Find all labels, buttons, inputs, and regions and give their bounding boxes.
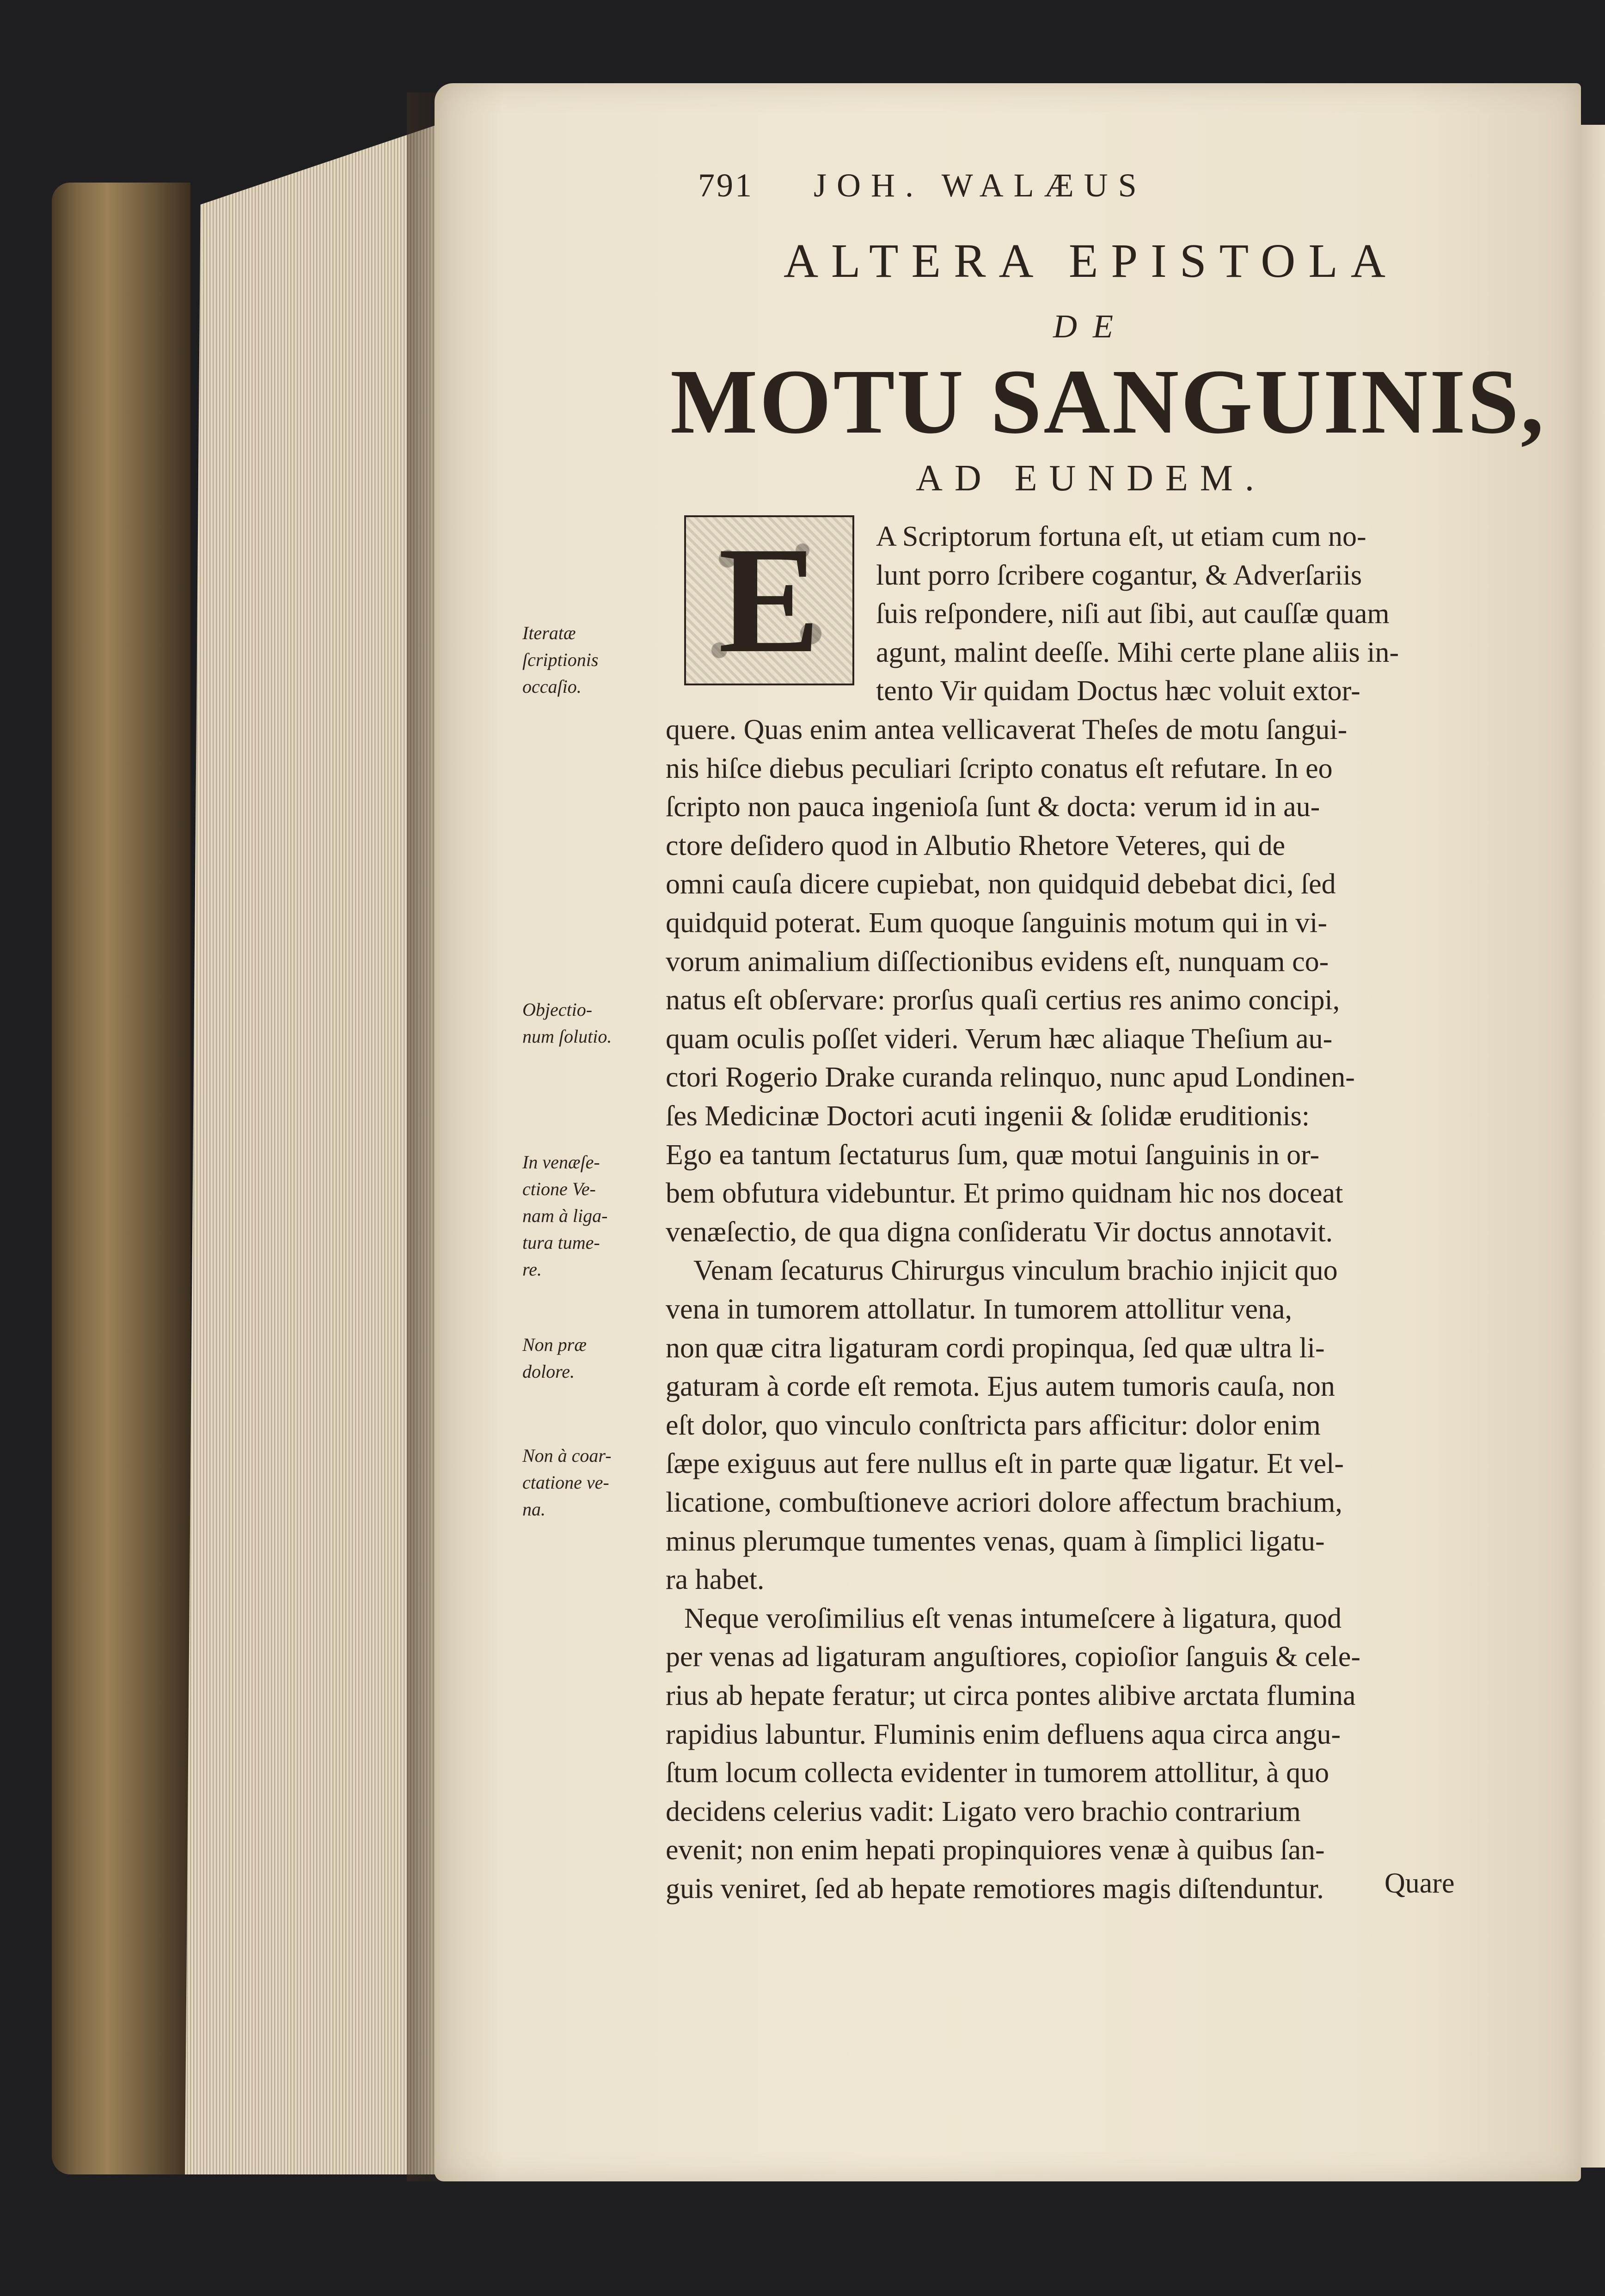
body-line: bem obfutura videbuntur. Et primo quidnam hic nos doceat	[666, 1178, 1343, 1209]
margin-note-line: Iteratæ	[522, 623, 576, 643]
margin-note-line: nam à liga-	[522, 1205, 608, 1226]
body-line: ctore deſidero quod in Albutio Rhetore Veteres, qui de	[666, 830, 1286, 861]
running-head	[698, 166, 1345, 205]
margin-note-line: Non præ	[522, 1334, 587, 1355]
title-line-2: DE	[1053, 308, 1129, 345]
margin-note-line: ſcriptionis	[522, 649, 599, 670]
body-line: quidquid poterat. Eum quoque ſanguinis motum qui in vi-	[666, 907, 1328, 939]
initial-letter: E	[718, 516, 821, 684]
body-line: omni cauſa dicere cupiebat, non quidquid debebat dici, ſed	[666, 868, 1336, 900]
margin-note-line: tura tume-	[522, 1232, 600, 1253]
body-line: natus eſt obſervare: prorſus quaſi certius res animo concipi,	[666, 984, 1340, 1016]
body-line: vena in tumorem attollatur. In tumorem attollitur vena,	[666, 1294, 1293, 1325]
body-line: decidens celerius vadit: Ligato vero brachio contrarium	[666, 1796, 1301, 1827]
body-line: Venam ſecaturus Chirurgus vinculum brachio injicit quo	[693, 1255, 1338, 1286]
body-line: Neque veroſimilius eſt venas intumeſcere à ligatura, quod	[684, 1603, 1342, 1634]
body-line: ſtum locum collecta evidenter in tumorem attollitur, à quo	[666, 1757, 1329, 1789]
margin-note-line: num ſolutio.	[522, 1026, 612, 1047]
margin-note-line: Non à coar-	[522, 1445, 612, 1466]
body-line: minus plerumque tumentes venas, quam à ſimplici ligatu-	[666, 1526, 1325, 1557]
margin-note-line: Objectio-	[522, 999, 593, 1020]
body-line: quere. Quas enim antea vellicaverat Theſes de motu ſangui-	[666, 714, 1348, 745]
margin-note-line: ctione Ve-	[522, 1179, 596, 1199]
author-name: JOH. WALÆUS	[814, 167, 1147, 204]
body-line: rius ab hepate feratur; ut circa pontes alibive arctata flumina	[666, 1680, 1356, 1711]
body-line: venæſectio, de qua digna conſideratu Vir doctus annotavit.	[666, 1216, 1333, 1248]
body-line: guis veniret, ſed ab hepate remotiores magis diſtenduntur.	[666, 1873, 1324, 1905]
body-line: ſes Medicinæ Doctori acuti ingenii & ſolidæ eruditionis:	[666, 1100, 1310, 1132]
title-line-1: ALTERA EPISTOLA	[783, 234, 1399, 287]
margin-note-line: na.	[522, 1499, 545, 1520]
body-line: lunt porro ſcribere cogantur, & Adverſariis	[876, 560, 1362, 591]
body-line: ſæpe exiguus aut fere nullus eſt in parte quæ ligatur. Et vel-	[666, 1448, 1344, 1479]
book-spine	[52, 183, 190, 2174]
body-line: ctori Rogerio Drake curanda relinquo, nunc apud Londinen-	[666, 1062, 1355, 1093]
body-line: Ego ea tantum ſectaturus ſum, quæ motui ſanguinis in or-	[666, 1139, 1320, 1171]
body-line: per venas ad ligaturam anguſtiores, copioſior ſanguis & cele-	[666, 1641, 1361, 1673]
body-line: A Scriptorum fortuna eſt, ut etiam cum no-	[876, 521, 1366, 552]
body-line: ra habet.	[666, 1564, 765, 1595]
body-line: tento Vir quidam Doctus hæc voluit extor-	[876, 675, 1360, 707]
margin-note-line: occaſio.	[522, 676, 582, 697]
body-line: rapidius labuntur. Fluminis enim defluens aqua circa angu-	[666, 1719, 1341, 1750]
page-stack-edges	[185, 122, 444, 2174]
margin-note-line: In venæſe-	[522, 1152, 600, 1172]
body-line: licatione, combuſtioneve acriori dolore affectum brachium,	[666, 1487, 1342, 1518]
title-line-4: AD EUNDEM.	[916, 458, 1266, 499]
title-line-3: MOTU SANGUINIS,	[670, 351, 1546, 453]
decorated-initial	[684, 515, 854, 685]
body-line: agunt, malint deeſſe. Mihi certe plane aliis in-	[876, 637, 1399, 668]
body-line: evenit; non enim hepati propinquiores venæ à quibus ſan-	[666, 1834, 1325, 1866]
body-line: nis hiſce diebus peculiari ſcripto conatus eſt refutare. In eo	[666, 753, 1333, 784]
page-number: 791	[698, 167, 753, 204]
catchword: Quare	[1384, 1868, 1455, 1899]
body-line: vorum animalium diſſectionibus evidens eſt, nunquam co-	[666, 946, 1329, 977]
body-line: non quæ citra ligaturam cordi propinqua, ſed quæ ultra li-	[666, 1332, 1325, 1364]
margin-note-line: ctatione ve-	[522, 1472, 609, 1493]
margin-note-line: dolore.	[522, 1361, 575, 1382]
body-line: quam oculis poſſet videri. Verum hæc aliaque Theſium au-	[666, 1023, 1333, 1055]
body-line: ſuis reſpondere, niſi aut ſibi, aut cauſſæ quam	[876, 598, 1390, 629]
body-line: ſcripto non pauca ingenioſa ſunt & docta: verum id in au-	[666, 791, 1320, 823]
margin-note-line: re.	[522, 1259, 542, 1280]
body-line: gaturam à corde eſt remota. Ejus autem tumoris cauſa, non	[666, 1371, 1335, 1402]
body-line: eſt dolor, quo vinculo conſtricta pars afficitur: dolor enim	[666, 1410, 1321, 1441]
